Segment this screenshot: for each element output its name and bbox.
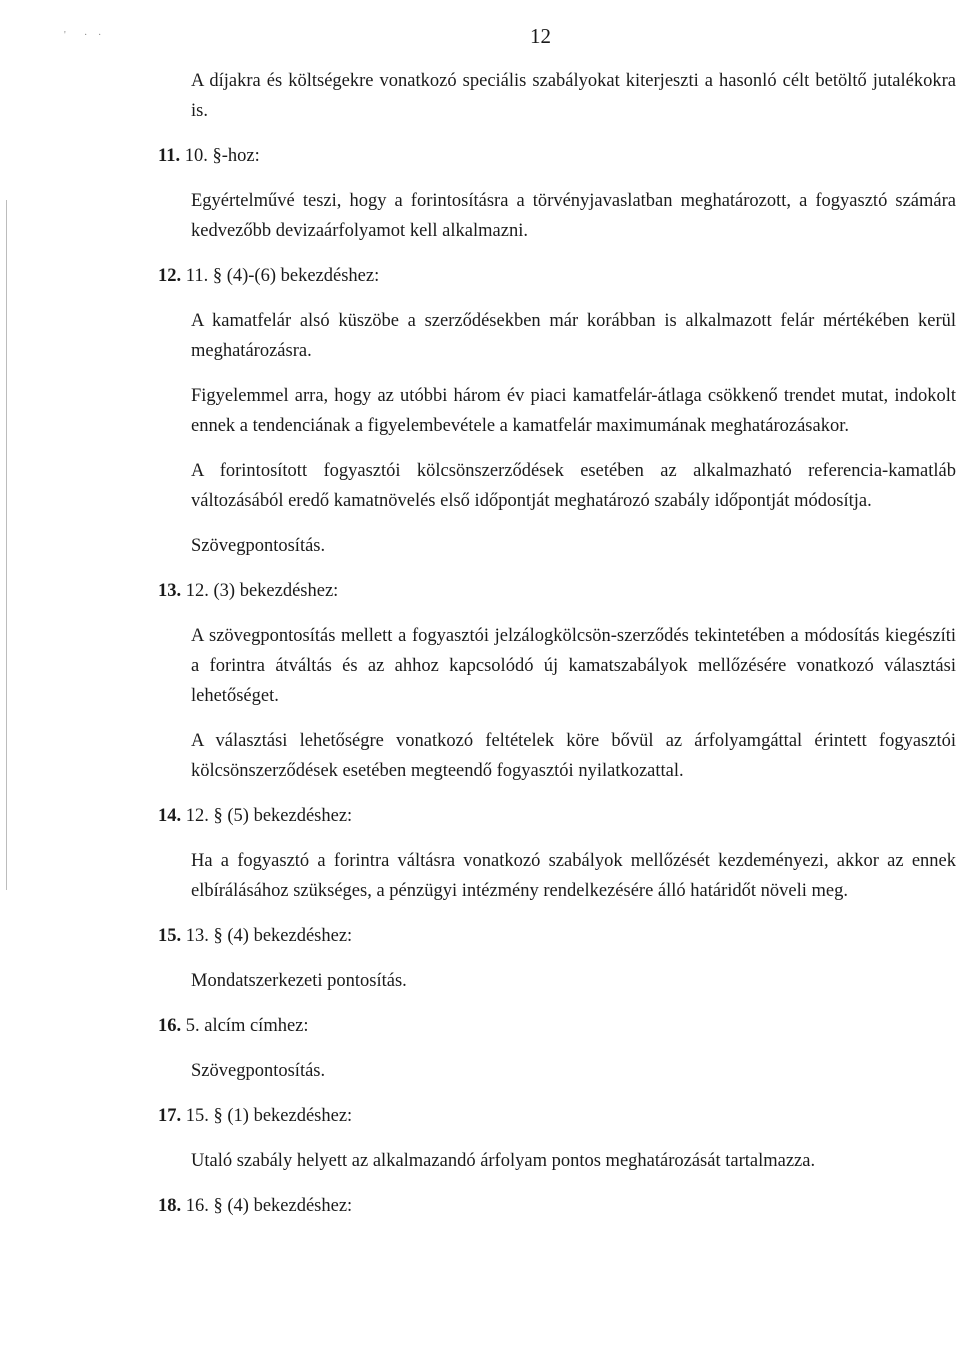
paragraph: A választási lehetőségre vonatkozó feltételek köre bővül az árfolyamgáttal érintett fogyasztói kölcsönszerződések esetében megteendő fogyasztói nyilatkozattal. [191,731,956,781]
section-title: 10. §-hoz: [184,146,260,166]
section-title: 16. § (4) bekezdéshez: [185,1196,353,1216]
section-number: 16. [158,1016,182,1036]
paragraph: Figyelemmel arra, hogy az utóbbi három év piaci kamatfelár-átlaga csökkenő trendet mutat, indokolt ennek a tendenciának a figyelembevétele a kamatfelár maximumának meghatározásakor. [191,386,956,436]
section-heading [158,576,956,606]
section-heading [158,1101,956,1131]
paragraph: A kamatfelár alsó küszöbe a szerződésekben már korábban is alkalmazott felár mértékében kerül meghatározásra. [191,311,956,361]
section-title: 12. (3) bekezdéshez: [185,581,339,601]
scan-speck: · [84,30,88,41]
section-number: 13. [158,581,182,601]
section-number: 12. [158,266,182,286]
section-title: 15. § (1) bekezdéshez: [185,1106,353,1126]
paragraph: Utaló szabály helyett az alkalmazandó árfolyam pontos meghatározását tartalmazza. [191,1151,816,1171]
paragraph: A díjakra és költségekre vonatkozó speciális szabályokat kiterjeszti a hasonló célt betöltő jutalékokra is. [191,71,956,121]
section-heading [158,1011,956,1041]
document-body [158,66,956,1236]
section-title: 13. § (4) bekezdéshez: [185,926,353,946]
scan-speck: · [98,30,102,41]
section-title: 12. § (5) bekezdéshez: [185,806,353,826]
page-number: 12 [530,24,551,48]
section-heading [158,1191,956,1221]
paragraph: Ha a fogyasztó a forintra váltásra vonatkozó szabályok mellőzését kezdeményezi, akkor az ennek elbírálásához szükséges, a pénzügyi intézmény rendelkezésére álló határidőt növeli meg. [191,851,956,901]
section-heading [158,141,956,171]
section-number: 14. [158,806,182,826]
section-title: 11. § (4)-(6) bekezdéshez: [185,266,380,286]
paragraph: A szövegpontosítás mellett a fogyasztói jelzálogkölcsön-szerződés tekintetében a módosítás kiegészíti a forintra átváltás és az ahhoz kapcsolódó új kamatszabályok mellőzésére vonatkozó választási lehetőséget. [191,626,956,706]
paragraph: Szövegpontosítás. [191,1061,326,1081]
paragraph: Szövegpontosítás. [191,536,326,556]
section-number: 18. [158,1196,182,1216]
section-heading [158,801,956,831]
section-number: 15. [158,926,182,946]
section-heading [158,921,956,951]
paragraph: Mondatszerkezeti pontosítás. [191,971,407,991]
section-number: 17. [158,1106,182,1126]
section-number: 11. [158,146,181,166]
paragraph: A forintosított fogyasztói kölcsönszerződések esetében az alkalmazható referencia-kamatláb változásából eredő kamatnövelés első időpontját meghatározó szabály időpontját módosítja. [191,461,956,511]
paragraph: Egyértelművé teszi, hogy a forintosításra a törvényjavaslatban meghatározott, a fogyasztó számára kedvezőbb devizaárfolyamot kell alkalmazni. [191,191,956,241]
scan-speck: ' [64,30,66,41]
section-title: 5. alcím címhez: [185,1016,309,1036]
section-heading [158,261,956,291]
scan-edge-line [6,200,7,890]
